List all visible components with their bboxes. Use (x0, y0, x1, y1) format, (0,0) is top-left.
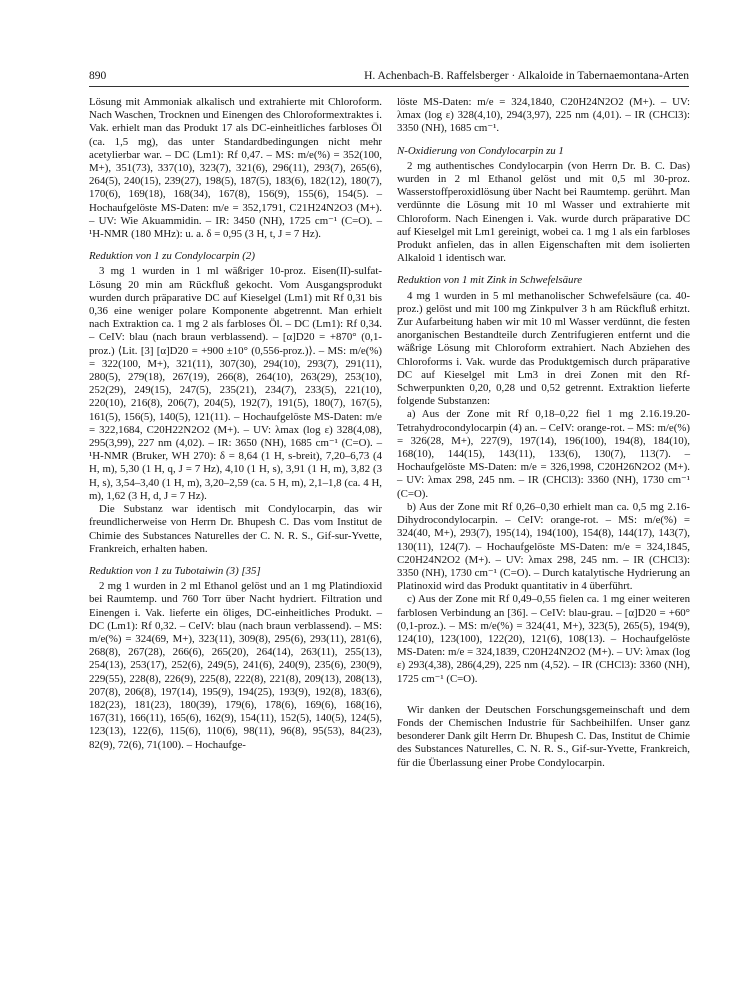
running-title: H. Achenbach-B. Raffelsberger · Alkaloide in Tabernaemontana-Arten (364, 70, 689, 82)
paragraph-product-17: Lösung mit Ammoniak alkalisch und extrahierte mit Chloroform. Nach Waschen, Trocknen und Einengen des Chloroformextraktes i. Vak. erhielt man das Produkt 17 als DC-einheitliches farbloses Öl (ca. 1,5 mg), das unter Standardbedingungen nicht mehr acetylierbar war. – DC (Lm1): Rf 0,47. – MS: m/e(%) = 352(100, M+), 351(73), 337(10), 323(7), 321(6), 296(11), 293(7), 265(6), 264(5), 240(15), 239(27), 198(5), 187(5), 183(6), 182(12), 180(7), 170(6), 169(18), 168(34), 167(8), 156(9), 155(6), 154(5). – Hochaufgelöste MS-Daten: m/e = 352,1791, C21H24N2O3 (M+). – UV: Wie Akuammidin. – IR: 3450 (NH), 1725 cm⁻¹ (C=O). – ¹H-NMR (180 MHz): u. a. δ = 0,95 (3 H, t, J = 7 Hz). (89, 96, 382, 241)
paragraph-zone-b: b) Aus der Zone mit Rf 0,26–0,30 erhielt man ca. 0,5 mg 2.16-Dihydrocondylocarpin. – CeIV: orange-rot. – MS: m/e(%) = 324(40, M+), 293(7), 195(14), 194(100), 154(8), 144(17), 143(7), 130(11), 124(7). – Hochaufgelöste MS-Daten: m/e = 324,1845, C20H24N2O2 (M+). – UV: λmax 298, 245 nm. – IR (CHCl3): 3350 (NH), 1730 cm⁻¹ (C=O). – Durch katalytische Hydrierung an Platinoxid wird das Produkt quantitativ in 4 überführt. (397, 500, 690, 593)
left-column (89, 96, 382, 752)
paragraph-n-oxidation: 2 mg authentisches Condylocarpin (von Herrn Dr. B. C. Das) wurden in 2 ml Ethanol gelöst und mit 0,5 ml 30-proz. Wasserstoffperoxidlösung über Nacht bei Raumtemp. gerührt. Man verdünnte die Lösung mit 10 ml Wasser und extrahierte mit Chloroform. Nach Einengen i. Vak. wurde durch präparative DC auf Kieselgel mit Lm1 gereinigt, wobei ca. 1 mg 1 als ein farbloses Produkt anfielen, das in allen Eigenschaften mit dem isolierten Alkaloid 1 identisch war. (397, 159, 690, 265)
section-heading-tubotaiwin: Reduktion von 1 zu Tubotaiwin (3) [35] (89, 564, 261, 577)
paragraph-zone-c: c) Aus der Zone mit Rf 0,49–0,55 fielen ca. 1 mg einer weiteren farblosen Verbindung an [36]. – CeIV: blau-grau. – [α]D20 = +60° (0,1-proz.). – MS: m/e(%) = 324(41, M+), 323(5), 265(5), 194(9), 124(10), 123(100), 122(20), 121(6), 108(13). – Hochaufgelöste MS-Daten: m/e = 324,1839, C20H24N2O2 (M+). – UV: λmax (log ε) 293(4,38), 286(4,29), 225 nm (4,52). – IR (CHCl3): 3360 (NH), 1725 cm⁻¹ (C=O). (397, 593, 690, 685)
paragraph-continued-ms-data: löste MS-Daten: m/e = 324,1840, C20H24N2O2 (M+). – UV: λmax (log ε) 328(4,10), 294(3,97), 225 nm (4,01). – IR (CHCl3): 3350 (NH), 1685 cm⁻¹. (397, 96, 690, 135)
page-number: 890 (89, 70, 107, 82)
paragraph-identity-note: Die Substanz war identisch mit Condylocarpin, das wir freundlicherweise von Herrn Dr. Bhupesh C. Das vom Institut de Chimie des Substances Naturelles der C. N. R. S., Gif-sur-Yvette, Frankreich, erhalten haben. (89, 503, 382, 555)
section-heading-zinc-reduction: Reduktion von 1 mit Zink in Schwefelsäure (397, 274, 583, 287)
paragraph-zone-a: a) Aus der Zone mit Rf 0,18–0,22 fiel 1 mg 2.16.19.20-Tetrahydrocondylocarpin (4) an. – CeIV: orange-rot. – MS: m/e(%) = 326(28, M+), 227(9), 197(14), 196(100), 194(8), 184(10), 168(10), 144(15), 143(11), 133(6), 130(7), 113(7). – Hochaufgelöste MS-Daten: m/e = 326,1998, C20H26N2O2 (M+). – UV: λmax 298, 245 nm. – IR (CHCl3): 3360 (NH), 1730 cm⁻¹ (C=O). (397, 408, 690, 500)
section-heading-n-oxidation: N-Oxidierung von Condylocarpin zu 1 (397, 144, 564, 157)
acknowledgements: Wir danken der Deutschen Forschungsgemeinschaft und dem Fonds der Chemischen Industrie für Sachbeihilfen. Unser ganz besonderer Dank gilt Herrn Dr. Bhupesh C. Das, Institut de Chimie des Substances Naturelles, C. N. R. S., Gif-sur-Yvette, Frankreich, für die Überlassung einer Probe Condylocarpin. (397, 703, 690, 769)
running-header (89, 70, 689, 86)
right-column (397, 96, 690, 770)
section-heading-condylocarpin: Reduktion von 1 zu Condylocarpin (2) (89, 250, 255, 263)
paragraph-reduction-condylocarpin: 3 mg 1 wurden in 1 ml wäßriger 10-proz. Eisen(II)-sulfat-Lösung 20 min am Rückfluß gekocht. Vom Ausgangsprodukt wurden durch präparative DC auf Kieselgel (Lm1) mit Rf 0,31 bis 0,36 eine weniger polare Komponente abgetrennt. Man erhielt nach Extraktion ca. 1 mg 2 als farbloses Öl. – DC (Lm1): Rf 0,34. – CeIV: blau (nach braun verblassend). – [α]D20 = +870° (0,1-proz.) ⟨Lit. [3] [α]D20 = +900 ±10° (0,556-proz.)⟩. – MS: m/e(%) = 322(100, M+), 321(11), 307(30), 294(10), 293(7), 291(11), 280(5), 279(18), 267(19), 266(8), 264(10), 263(29), 253(10), 252(29), 249(15), 247(5), 235(21), 234(7), 233(5), 221(10), 220(10), 216(8), 206(7), 204(5), 192(7), 191(5), 180(7), 167(5), 161(5), 156(5), 140(5), 121(11). – Hochaufgelöste MS-Daten: m/e = 322,1684, C20H22N2O2 (M+). – UV: λmax (log ε) 328(4,08), 295(3,99), 227 nm (4,02). – IR: 3650 (NH), 1685 cm⁻¹ (C=O). – ¹H-NMR (Bruker, WH 270): δ = 8,64 (1 H, s-breit), 7,20–6,73 (4 H, m), 5,30 (1 H, q, J = 7 Hz), 4,10 (1 H, s), 3,91 (1 H, m), 3,82 (3 H, s), 3,54–3,40 (1 H, m), 3,20–2,59 (ca. 5 H, m), 2,1–1,8 (ca. 4 H, m), 1,62 (3 H, d, J = 7 Hz). (89, 265, 382, 502)
paragraph-reduction-tubotaiwin: 2 mg 1 wurden in 2 ml Ethanol gelöst und an 1 mg Platindioxid bei Raumtemp. und 760 Torr über Nacht hydriert. Filtration und Einengen i. Vak. lieferte ein öliges, DC-einheitliches Produkt. – DC (Lm1): Rf 0,32. – CeIV: blau (nach braun verblassend). – MS: m/e(%) = 324(69, M+), 323(11), 309(8), 295(6), 293(11), 281(6), 268(8), 267(28), 266(6), 265(20), 264(14), 263(11), 255(13), 254(13), 253(17), 252(6), 249(5), 241(6), 240(9), 235(6), 230(9), 229(55), 228(8), 226(9), 225(8), 222(8), 221(8), 209(13), 208(13), 207(8), 206(8), 197(14), 195(9), 194(25), 193(9), 192(8), 183(6), 182(23), 181(23), 180(39), 179(6), 178(6), 169(6), 168(16), 167(31), 166(11), 165(6), 162(9), 154(11), 152(5), 140(5), 124(5), 123(13), 122(6), 115(6), 110(6), 98(11), 96(8), 95(53), 84(23), 82(9), 72(6), 71(100). – Hochaufge- (89, 580, 382, 751)
header-rule (89, 86, 689, 87)
paragraph-zinc-reduction: 4 mg 1 wurden in 5 ml methanolischer Schwefelsäure (ca. 40-proz.) gelöst und mit 100 mg Zinkpulver 3 h am Rückfluß erhitzt. Zur Aufarbeitung haben wir mit 10 ml Wasser verdünnt, die festen anorganischen Bestandteile durch Zentrifugieren entfernt und die wäßrige Lösung mit Chloroform extrahiert. Nach Abziehen des Chloroforms i. Vak. wurde das Produktgemisch durch präparative DC auf Kieselgel mit Lm3 in drei Zonen mit den Rf-Schwerpunkten 0,20, 0,28 und 0,52 getrennt. Extraktion lieferte folgende Substanzen: (397, 289, 690, 408)
